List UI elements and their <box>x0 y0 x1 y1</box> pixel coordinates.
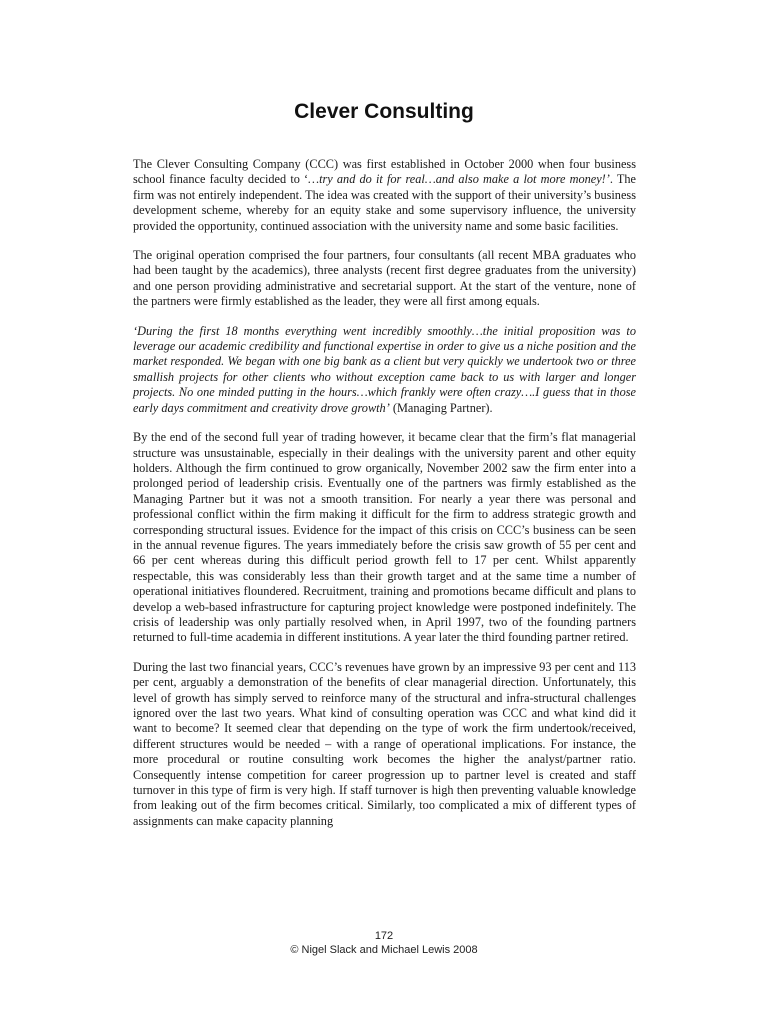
body-text <box>133 157 636 843</box>
paragraph-3 <box>133 324 636 416</box>
paragraph-1-text-a: The Clever Consulting Company (CCC) was first established in October 2000 when four business school finance faculty decided to ‘ <box>133 157 636 187</box>
paragraph-4: By the end of the second full year of trading however, it became clear that the firm’s flat managerial structure was unsustainable, especially in their dealings with the university parent and other equity holders. Although the firm continued to grow organically, November 2002 saw the firm enter into a prolonged period of leadership crisis. Eventually one of the partners was firmly established as the Managing Partner but it was not a smooth transition. For nearly a year there was personal and professional conflict within the firm making it difficult for the firm to address strategic growth and corresponding structural issues. Evidence for the impact of this crisis on CCC’s business can be seen in the annual revenue figures. The years immediately before the crisis saw growth of 55 per cent and 66 per cent whereas during this difficult period growth fell to 17 per cent. Whilst apparently respectable, this was considerably less than their growth target and at the same time a number of operational initiatives floundered. Recruitment, training and promotions became difficult and plans to develop a web-based infrastructure for capturing project knowledge were postponed indefinitely. The crisis of leadership was only partially resolved when, in April 1997, two of the founding partners returned to full-time academia in different institutions. A year later the third founding partner retired. <box>133 430 636 645</box>
paragraph-2: The original operation comprised the four partners, four consultants (all recent MBA graduates who had been taught by the academics), three analysts (recent first degree graduates from the university) and one person providing administrative and secretarial support. At the start of the venture, none of the partners were firmly established as the leader, they were all first among equals. <box>133 248 636 309</box>
paragraph-1-quote: …try and do it for real…and also make a lot more money!’ <box>308 172 610 187</box>
quote-attribution: (Managing Partner). <box>389 400 493 415</box>
paragraph-1 <box>133 157 636 234</box>
page-title: Clever Consulting <box>294 100 474 123</box>
copyright-notice: © Nigel Slack and Michael Lewis 2008 <box>290 944 478 956</box>
paragraph-5: During the last two financial years, CCC’s revenues have grown by an impressive 93 per cent and 113 per cent, arguably a demonstration of the benefits of clear managerial direction. Unfortunately, this level of growth has simply served to reinforce many of the structural and infra-structural challenges ignored over the last two years. What kind of consulting operation was CCC and what kind did it want to become? It seemed clear that depending on the type of work the firm undertook/received, different structures would be needed – with a range of operational implications. For instance, the more procedural or routine consulting work becomes the higher the analyst/partner ratio. Consequently intense competition for career progression up to partner level is created and staff turnover in this type of firm is very high. If staff turnover is high then preventing valuable knowledge from leaking out of the firm becomes critical. Similarly, too complicated a mix of different types of assignments can make capacity planning <box>133 659 636 828</box>
page-number: 172 <box>374 930 394 942</box>
page-footer <box>0 929 768 957</box>
paragraph-1-text-b: . The firm was not entirely independent. The idea was created with the support of their university’s business development scheme, whereby for an equity stake and some supervisory influence, the university provided the opportunity, continued association with the university name and some basic facilities. <box>133 172 636 233</box>
managing-partner-quote: ‘During the first 18 months everything went incredibly smoothly…the initial proposition was to leverage our academic credibility and functional expertise in order to give us a niche position and the market responded. We began with one big bank as a client but very quickly we undertook two or three smallish projects for other clients who without exception came back to us with larger and longer projects. No one minded putting in the hours…which frankly were often crazy….I guess that in those early days commitment and creativity drove growth’ <box>133 323 636 415</box>
